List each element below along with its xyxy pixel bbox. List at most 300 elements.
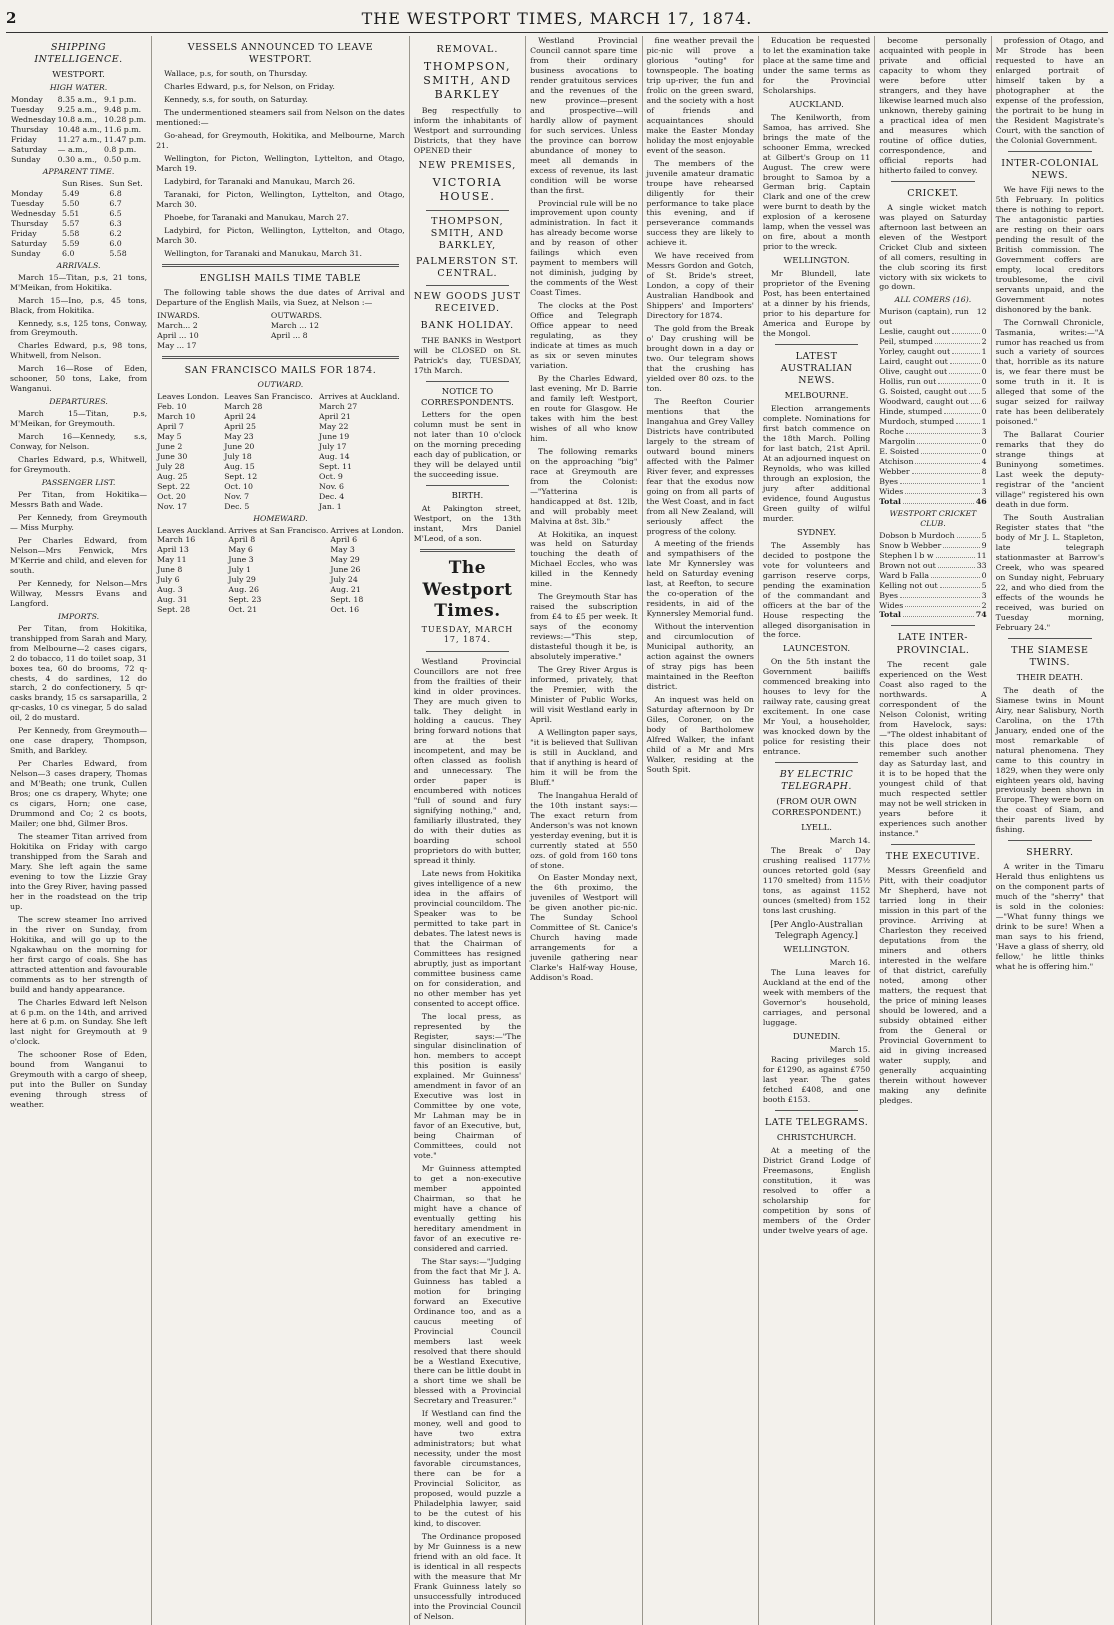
table-cell: Aug. 21 xyxy=(330,585,361,595)
notice-heading: BIRTH. xyxy=(451,491,484,502)
table-cell: 6.7 xyxy=(109,198,122,208)
table-caption: HIGH WATER. xyxy=(49,83,108,93)
page-columns xyxy=(6,36,1108,1621)
list-caption: IMPORTS. xyxy=(57,611,100,621)
table-cell: 11.27 a.m., xyxy=(57,135,102,145)
news-paragraph: By the Charles Edward, last evening, Mr D. Barrie and family left Westport, en route for Glasgow. He takes with him the best wishes of all who know him. xyxy=(530,373,638,443)
sf-homeward-table xyxy=(156,526,405,616)
divider xyxy=(426,485,509,486)
batsman-name: Peil, stumped xyxy=(879,337,933,347)
sf-homeward-row xyxy=(156,535,405,545)
table-cell: Leaves San Francisco. xyxy=(224,391,313,401)
page-number: 2 xyxy=(6,9,17,27)
table-cell: July 29 xyxy=(228,575,256,585)
batsman-name: Yorley, caught out xyxy=(879,347,951,357)
article-text: Education be requested to let the examination take place at the same time and under the same terms as for the Provincial Scholarships. xyxy=(762,36,871,95)
runs: 2 xyxy=(981,337,987,347)
general-news-body xyxy=(647,36,754,775)
section-heading: VESSELS ANNOUNCED TO LEAVE WESTPORT. xyxy=(187,42,374,66)
dot-leader xyxy=(903,497,974,504)
place-heading: MELBOURNE. xyxy=(784,391,849,402)
batsman-name: Webber xyxy=(879,466,910,476)
mail-row xyxy=(156,341,405,351)
table-cell: Aug. 15 xyxy=(224,461,255,471)
score-card-club xyxy=(879,531,986,621)
table-cell: 0.50 p.m. xyxy=(103,154,142,164)
batsman-name: Byes xyxy=(879,476,898,486)
table-cell xyxy=(270,341,405,351)
score-row xyxy=(879,591,986,601)
article-text: The Assembly has decided to postpone the vote for volunteers and garrison reserve corps, pending the examination of the commandant and officers at the bar of the House respecting the alleged disorganisation in the force. xyxy=(762,540,871,640)
table-cell: May ... 17 xyxy=(157,340,197,350)
arrivals-list xyxy=(10,273,147,395)
table-cell: Aug. 26 xyxy=(228,585,259,595)
news-paragraph: The Inangahua Herald of the 10th instant says:—The exact return from Anderson's was not known yesterday evening, but it is currently stated at 550 ozs. of gold from 160 tons of stone. xyxy=(530,790,638,870)
place-heading: WELLINGTON. xyxy=(783,945,850,956)
apparent-time-row xyxy=(10,189,147,199)
running-head: THE WESTPORT TIMES, MARCH 17, 1874. xyxy=(361,8,753,28)
runs: 0 xyxy=(981,570,987,580)
english-mails-table xyxy=(156,311,405,351)
apparent-time-row xyxy=(10,199,147,209)
table-cell: July 1 xyxy=(228,565,251,575)
table-cell: Friday xyxy=(11,228,37,238)
divider xyxy=(775,344,858,345)
dot-leader xyxy=(935,337,980,344)
vessel-entry: The undermentioned steamers sail from Nelson on the dates mentioned:— xyxy=(156,108,405,128)
editorial-paragraph: Mr Guinness attempted to get a non-executive member appointed Chairman, so that he might have a chance of eventually getting his hereditary amendment in favor of an executive re-considered and carried. xyxy=(413,1164,522,1253)
runs: 5 xyxy=(981,387,987,397)
table-cell: Sept. 12 xyxy=(224,471,258,481)
section-heading: LATE INTER-PROVINCIAL. xyxy=(896,632,970,656)
dateline: TUESDAY, MARCH 17, 1874. xyxy=(421,625,514,645)
runs: 11 xyxy=(976,550,987,560)
score-row xyxy=(879,377,986,387)
column-local-news xyxy=(526,36,642,1625)
table-cell: May 23 xyxy=(224,431,254,441)
table-cell: Dec. 5 xyxy=(224,501,250,511)
table-cell: 6.0 xyxy=(109,238,122,248)
batsman-name: Snow b Webber xyxy=(879,540,942,550)
dot-leader xyxy=(921,447,979,454)
divider xyxy=(1008,840,1092,841)
list-caption: DEPARTURES. xyxy=(49,397,108,407)
table-cell: May 29 xyxy=(330,555,360,565)
sf-outward-row xyxy=(156,452,405,462)
ad-line: NEW PREMISES, xyxy=(418,160,517,172)
notice-body: At Pakington street, Westport, on the 13th instant, Mrs Daniel M'Leod, of a son. xyxy=(413,504,522,543)
import-entry: Per Charles Edward, from Nelson—3 cases drapery, Thomas and M'Beath; one trunk, Cullen Bros; one cs drapery, Whyte; one cs cigars, Horn; one case, Drummond and Co; 2 cs boots, Mailer; one bhd, Gilmer Bros. xyxy=(10,759,148,829)
sf-homeward-row xyxy=(156,545,405,555)
news-paragraph: The Greymouth Star has raised the subscription from £4 to £5 per week. It says of the economy reviews:—"This step, distasteful though it be, is absolutely imperative." xyxy=(530,592,638,662)
news-paragraph: We have Fiji news to the 5th February. In politics there is nothing to report. The antagonistic parties are resting on their oars pending the result of the British commission. The Government coffers are empty, local creditors troublesome, the civil servants unpaid, and the Government notes dishonored by the bank. xyxy=(995,184,1104,314)
table-header-row xyxy=(10,179,147,189)
table-cell: April 21 xyxy=(319,411,351,421)
runs: 1 xyxy=(981,417,987,427)
divider xyxy=(420,549,515,552)
score-row xyxy=(879,457,986,467)
table-cell: Nov. 6 xyxy=(319,481,344,491)
place-heading: LYELL. xyxy=(801,823,833,834)
table-cell: Saturday xyxy=(11,238,47,248)
score-card-all-comers xyxy=(879,307,986,506)
dateline: March 14. xyxy=(829,835,871,845)
table-cell: Feb. 10 xyxy=(157,401,187,411)
divider xyxy=(891,844,974,845)
table-cell: Oct. 16 xyxy=(330,605,360,615)
table-cell: Oct. 21 xyxy=(228,605,258,615)
high-water-row xyxy=(10,105,147,115)
table-cell: Nov. 17 xyxy=(157,501,187,511)
news-paragraph: The clocks at the Post Office and Telegraph Office appear to need regulating, as they indicate at times as much as six or seven minutes variation. xyxy=(530,301,638,370)
editorial-paragraph: Late news from Hokitika gives intelligence of a new idea in the affairs of provincial councildom. The Speaker was to be permitted to take part in debates. The latest news is that the Chairman of Committees has resigned abruptly, just as important committee business came on for consideration, and no other member has yet consented to accept office. xyxy=(413,869,522,1008)
article-text: A single wicket match was played on Saturday afternoon last between an eleven of the Westport Cricket Club and sixteen of all comers, resulting in the club scoring its first victory with six wickets to go down. xyxy=(879,202,987,292)
departure-entry: March 16—Kennedy, s.s, Conway, for Nelson. xyxy=(10,432,148,452)
dateline: March 15. xyxy=(829,1044,871,1054)
table-cell: — a.m., xyxy=(57,145,88,154)
table-cell: Jan. 1 xyxy=(319,501,342,511)
total-label: Total xyxy=(879,496,901,506)
editorial-paragraph: The Ordinance proposed by Mr Guinness is a new friend with an old face. It is identical in all respects with the measure that Mr Frank Guinness lately so unsuccessfully introduced into the Provincial Council of Nelson. xyxy=(413,1531,522,1621)
dot-leader xyxy=(957,531,980,538)
apparent-time-table xyxy=(10,179,147,259)
table-cell: 6.3 xyxy=(109,218,122,228)
dot-leader xyxy=(906,427,980,434)
dot-leader xyxy=(943,541,979,548)
runs: 0 xyxy=(981,327,987,337)
score-row xyxy=(879,407,986,417)
article-text: Racing privileges sold for £1290, as against £750 last year. The gates fetched £408, and one booth £153. xyxy=(762,1054,871,1104)
table-cell: July 17 xyxy=(319,441,347,451)
article-text: On the 5th instant the Government bailiffs commenced breaking into houses to levy for the railway rate, causing great excitement. In one case Mr Youl, a householder, was knocked down by the police for resisting their entrance. xyxy=(762,657,871,757)
agency-note: [Per Anglo-Australian Telegraph Agency.] xyxy=(770,919,863,941)
editorial-body xyxy=(414,657,521,1622)
batsman-name: Byes xyxy=(879,590,898,600)
dot-leader xyxy=(903,610,974,617)
article-text: The Break o' Day crushing realised 1177½ ounces retorted gold (say 1170 smelted) from 115½ tons, as against 1152 ounces (smelted) from 152 tons last crushing. xyxy=(762,845,871,915)
batsman-name: Dobson b Murdoch xyxy=(879,530,955,540)
news-paragraph: A Wellington paper says, "it is believed that Sullivan is still in Auckland, and that if anything is heard of him it will be from the Bluff." xyxy=(530,727,638,787)
apparent-time-row xyxy=(10,219,147,229)
section-subheading: THEIR DEATH. xyxy=(1016,672,1083,683)
list-caption: PASSENGER LIST. xyxy=(41,478,116,488)
news-paragraph: The Cornwall Chronicle, Tasmania, writes:—"A rumor has reached us from such a variety of sources that, horrible as its nature is, we fear there must be some truth in it. It is alleged that some of the sugar seized for railway rate has been deliberately poisoned." xyxy=(995,317,1104,427)
section-heading: THE EXECUTIVE. xyxy=(885,851,981,863)
section-heading: LATEST AUSTRALIAN NEWS. xyxy=(780,350,853,387)
table-cell: Arrives at London. xyxy=(330,525,404,535)
table-header-row xyxy=(156,392,405,402)
arrival-entry: March 16—Rose of Eden, schooner, 50 tons, Lake, from Wanganui. xyxy=(10,364,148,394)
ad-heading: BANK HOLIDAY. xyxy=(420,319,515,331)
dot-leader xyxy=(936,551,975,558)
table-cell: Leaves Auckland. xyxy=(157,525,227,535)
table-cell: March 28 xyxy=(224,401,263,411)
vessel-entry: Wellington, for Picton, Wellington, Lyttelton, and Otago, March 19. xyxy=(156,154,405,174)
news-paragraph: The Grey River Argus is informed, privately, that the Premier, with the Minister of Public Works, will visit Westland early in April. xyxy=(530,665,638,724)
table-cell: Oct. 20 xyxy=(157,491,186,501)
runs: 5 xyxy=(981,530,987,540)
high-water-row xyxy=(10,135,147,145)
sf-outward-row xyxy=(156,422,405,432)
dot-leader xyxy=(917,437,979,444)
table-cell: March ... 12 xyxy=(270,320,319,330)
high-water-row xyxy=(10,145,147,155)
divider xyxy=(162,264,399,267)
vessel-entry: Kennedy, s.s, for south, on Saturday. xyxy=(164,95,308,105)
table-cell: 10.48 a.m., xyxy=(57,125,102,135)
score-row xyxy=(879,397,986,407)
table-cell: June 8 xyxy=(157,565,183,575)
table-cell: July 28 xyxy=(157,461,185,471)
import-entry: Per Kennedy, from Greymouth—one case drapery, Thompson, Smith, and Barkley. xyxy=(10,726,148,756)
runs: 3 xyxy=(981,427,987,437)
article-text: The Kenilworth, from Samoa, has arrived. She brings the mate of the schooner Emma, wrecked at Gilbert's Group on 11 August. The crew were brought to Samoa by a German brig. Captain Clark and one of the crew were burnt to death by the explosion of a kerosene lamp, when the vessel was on fire, about a month prior to the wreck. xyxy=(762,112,871,252)
vessels-list xyxy=(156,69,405,259)
high-water-row xyxy=(10,125,147,135)
dot-leader xyxy=(938,561,975,568)
imports-list xyxy=(10,624,147,829)
table-cell: July 24 xyxy=(330,575,358,585)
table-cell: Sept. 23 xyxy=(228,595,262,605)
section-heading: SHERRY. xyxy=(1026,847,1074,859)
dot-leader xyxy=(952,347,980,354)
table-cell: Sept. 22 xyxy=(157,481,191,491)
table-cell: March... 2 xyxy=(157,320,198,330)
score-row xyxy=(879,531,986,541)
score-row xyxy=(879,357,986,367)
table-cell: June 3 xyxy=(228,555,254,565)
sf-homeward-row xyxy=(156,565,405,575)
dot-leader xyxy=(969,387,980,394)
divider xyxy=(1008,638,1092,639)
departures-list xyxy=(10,409,147,475)
section-heading: THE SIAMESE TWINS. xyxy=(1011,644,1089,668)
place-heading: AUCKLAND. xyxy=(789,99,844,110)
batsman-name: Kelling not out xyxy=(879,580,938,590)
intercolonial-body xyxy=(996,185,1104,633)
divider xyxy=(1008,151,1092,152)
arrival-entry: Kennedy, s.s, 125 tons, Conway, from Greymouth. xyxy=(10,318,148,338)
runs: 6 xyxy=(981,397,987,407)
divider xyxy=(426,210,509,211)
table-cell: OUTWARDS. xyxy=(270,310,323,320)
team-heading: WESTPORT CRICKET CLUB. xyxy=(889,508,977,528)
arrival-entry: March 15—Ino, p.s, 45 tons, Black, from Hokitika. xyxy=(10,295,148,315)
table-cell: Saturday xyxy=(11,145,47,154)
table-cell: June 19 xyxy=(319,431,350,441)
passenger-entry: Per Kennedy, from Greymouth — Miss Murphy. xyxy=(10,512,148,532)
table-cell: Dec. 4 xyxy=(319,491,345,501)
dot-leader xyxy=(950,357,980,364)
column-cricket xyxy=(875,36,991,1625)
column-vessels-mails xyxy=(152,36,410,1625)
sf-homeward-row xyxy=(156,585,405,595)
runs: 9 xyxy=(981,540,987,550)
sf-outward-row xyxy=(156,412,405,422)
dot-leader xyxy=(912,467,980,474)
news-paragraph: The Reefton Courier mentions that the Inangahua and Grey Valley Districts have contributed largely to the stream of outward bound miners affected with the Palmer River fever, and expresses fear that the exodus now going on from all parts of the West Coast, and in fact from all New Zealand, will seriously affect the progress of the colony. xyxy=(646,396,754,536)
score-row xyxy=(879,327,986,337)
table-cell: Arrives at San Francisco. xyxy=(228,525,329,535)
news-paragraph: Westland Provincial Council cannot spare time from their ordinary business avocations to render gratuitous services and the revenues of the new province—present and prospective—will hardly allow of payment for such services. Unless the province can borrow abundance of money to meet all demands in excess of revenue, its last condition will be worse than the first. xyxy=(530,36,638,195)
score-row xyxy=(879,487,986,497)
table-cell xyxy=(10,179,61,189)
batsman-name: Ward b Falla xyxy=(879,570,930,580)
score-row xyxy=(879,437,986,447)
score-row xyxy=(879,367,986,377)
table-cell: April 6 xyxy=(330,535,358,545)
divider xyxy=(162,356,399,359)
table-cell: June 2 xyxy=(157,441,183,451)
port-heading: WESTPORT. xyxy=(52,70,105,81)
article-text: The Luna leaves for Auckland at the end of the week with members of the Governor's household, carriages, and personal luggage. xyxy=(762,968,871,1028)
vessel-entry: Taranaki, for Picton, Wellington, Lyttelton, and Otago, March 30. xyxy=(156,190,405,209)
batsman-name: Hinde, stumped xyxy=(879,407,943,417)
article-text: profession of Otago, and Mr Strode has been requested to have an enlarged portrait of himself taken by a photographer at the expense of the profession, the portrait to be hung in the Resident Magistrate's Court, with the sanction of the Colonial Government. xyxy=(995,36,1104,145)
team-heading: ALL COMERS (16). xyxy=(894,295,972,305)
table-cell: May 11 xyxy=(157,555,187,565)
table-cell: Aug. 3 xyxy=(157,585,183,595)
article-text: A writer in the Timaru Herald thus enlightens us on the component parts of much of the "sherry" that is sold in the colonies:—"What funny things we drink to be sure! When a man says to his friend, 'Have a glass of sherry, old fellow,' he little thinks what he is offering him." xyxy=(995,862,1104,972)
mail-row xyxy=(156,321,405,331)
dot-leader xyxy=(944,407,979,414)
table-cell: 5.57 xyxy=(62,218,80,228)
vessel-entry: Ladybird, for Taranaki and Manukau, March 26. xyxy=(164,177,356,187)
table-cell: April 7 xyxy=(157,421,184,431)
score-row xyxy=(879,447,986,457)
sf-homeward-row xyxy=(156,555,405,565)
sf-outward-row xyxy=(156,472,405,482)
table-cell: 8.35 a.m., xyxy=(57,95,97,105)
ad-body: Beg respectfully to inform the inhabitants of Westport and surrounding Districts, that they have OPENED their xyxy=(413,106,522,156)
high-water-table xyxy=(10,95,147,165)
table-cell: Friday xyxy=(11,135,37,145)
vessel-entry: Charles Edward, p.s, for Nelson, on Friday. xyxy=(164,82,335,92)
sf-outward-row xyxy=(156,502,405,512)
sf-outward-row xyxy=(156,402,405,412)
dot-leader xyxy=(915,457,979,464)
table-cell: Oct. 10 xyxy=(224,481,253,491)
table-cell: May 22 xyxy=(319,421,349,431)
table-cell: Monday xyxy=(11,95,43,105)
notice-heading: NOTICE TO CORRESPONDENTS. xyxy=(421,386,514,408)
dot-leader xyxy=(956,417,979,424)
apparent-time-row xyxy=(10,229,147,239)
divider xyxy=(775,1110,858,1111)
high-water-row xyxy=(10,95,147,105)
ad-heading: REMOVAL. xyxy=(436,44,499,55)
news-paragraph: The gold from the Break o' Day crushing will be brought down in a day or two. Our telegram shows that the crushing has yielded over 80 ozs. to the ton. xyxy=(646,324,754,393)
place-heading: WELLINGTON. xyxy=(783,256,850,267)
dot-leader xyxy=(931,571,980,578)
table-cell: July 6 xyxy=(157,575,180,585)
batsman-name: Brown not out xyxy=(879,560,936,570)
ad-line: THOMPSON, SMITH, AND BARKLEY, xyxy=(430,215,505,251)
table-cell: Sun Rises. xyxy=(62,178,104,188)
score-row xyxy=(879,551,986,561)
divider xyxy=(426,381,509,382)
dot-leader xyxy=(900,591,980,598)
table-cell: 5.51 xyxy=(62,208,80,218)
table-cell: 5.58 xyxy=(62,228,80,238)
table-cell: Thursday xyxy=(11,125,49,135)
table-cell: 5.50 xyxy=(62,198,80,208)
runs: 12 xyxy=(976,307,987,317)
batsman-name: Margolin xyxy=(879,437,916,446)
table-cell: April 8 xyxy=(228,535,256,545)
table-header-row xyxy=(156,526,405,536)
table-caption: APPARENT TIME. xyxy=(42,166,115,176)
table-cell: 6.2 xyxy=(109,228,122,238)
table-cell: 6.0 xyxy=(62,248,75,258)
departure-entry: March 15—Titan, p.s, M'Meikan, for Greymouth. xyxy=(10,409,148,429)
news-paragraph: The South Australian Register states that "the body of Mr J. L. Stapleton, late telegraph stationmaster at Barrow's Creek, who was speared on Sunday night, February 22, and who died from the effects of the wounds he received, was buried on Tuesday morning, February 24." xyxy=(995,512,1104,632)
table-cell: 5.59 xyxy=(62,238,80,248)
table-cell: 0.30 a.m., xyxy=(57,154,97,164)
passenger-entry: Per Kennedy, for Nelson—Mrs Willway, Messrs Evans and Langford. xyxy=(10,578,148,608)
section-heading: LATE TELEGRAMS. xyxy=(764,1116,869,1128)
table-cell: 6.5 xyxy=(109,208,122,218)
table-cell: 5.58 xyxy=(109,248,127,258)
score-row xyxy=(879,541,986,551)
divider xyxy=(891,625,974,626)
shipping-note: The screw steamer Ino arrived in the river on Sunday, from Hokitika, and will go up to the Ngakawhau on the morning for her first cargo of coals. She has attracted attention and favourable comments as to her strength of build and handy appearance. xyxy=(10,914,148,994)
table-cell: Tuesday xyxy=(11,105,44,115)
divider xyxy=(426,285,509,286)
sf-outward-row xyxy=(156,482,405,492)
runs: 0 xyxy=(981,367,987,377)
runs: 0 xyxy=(981,357,987,367)
runs: 2 xyxy=(981,600,987,610)
section-heading: ENGLISH MAILS TIME TABLE xyxy=(199,272,362,284)
import-entry: Per Titan, from Hokitika, transhipped from Sarah and Mary, from Melbourne—2 cases cigars, 2 do tobacco, 11 do toilet soap, 31 boxes tea, 60 do brooms, 72 q-chests, 4 do sardines, 12 do starch, 2 do confectionery, 5 qr-casks brandy, 15 cs sarsaparilla, 2 qr-casks, 10 cs vinegar, 5 do salad oil, 2 do mustard. xyxy=(10,623,148,723)
sf-homeward-row xyxy=(156,605,405,615)
article-text: Election arrangements complete. Nominations for first batch commence on the 18th March. Polling for last batch, 21st April. At an adjourned inquest on Reynolds, who was killed through an explosion, the jury after additional evidence, found Augustus Green guilty of wilful murder. xyxy=(762,404,871,523)
score-row xyxy=(879,561,986,571)
table-cell: Aug. 14 xyxy=(319,451,350,461)
vessel-entry: Phoebe, for Taranaki and Manukau, March 27. xyxy=(164,212,349,222)
table-cell: Sunday xyxy=(11,154,41,164)
table-cell: 5.49 xyxy=(62,188,80,198)
table-header-row xyxy=(156,311,405,321)
high-water-row xyxy=(10,155,147,165)
score-total xyxy=(879,497,986,507)
table-cell: Leaves London. xyxy=(157,391,220,401)
editorial-paragraph: If Westland can find the money, well and good to have two extra administrators; but what necessity, under the most favorable circumstances, there can be for a Provincial Solicitor, as proposed, would puzzle a Philadelphia lawyer, said to be the cutest of his kind, to discover. xyxy=(413,1409,522,1529)
place-heading: DUNEDIN. xyxy=(792,1032,841,1043)
table-cell: 9.25 a.m., xyxy=(57,105,97,115)
table-cell: Nov. 7 xyxy=(224,491,250,501)
table-cell: April ... 8 xyxy=(270,330,308,340)
sf-outward-row xyxy=(156,442,405,452)
table-cell: April ... 10 xyxy=(157,330,199,340)
news-paragraph: The Ballarat Courier remarks that they do strange things at Buninyong sometimes. Last week the deputy-registrar of the "ancient village" registered his own death in due form. xyxy=(995,430,1104,509)
vessel-entry: Wellington, for Taranaki and Manukau, March 31. xyxy=(164,248,362,258)
divider xyxy=(426,651,509,652)
section-subheading: (FROM OUR OWN CORRESPONDENT.) xyxy=(771,797,862,819)
column-shipping xyxy=(6,36,152,1625)
page-header xyxy=(6,4,1108,33)
article-text: At a meeting of the District Grand Lodge of Freemasons, English constitution, it was resolved to offer a scholarship for competition by sons of members of the Order under twelve years of age. xyxy=(762,1145,871,1235)
score-row xyxy=(879,417,986,427)
runs: 3 xyxy=(981,590,987,600)
news-paragraph: The members of the juvenile amateur dramatic troupe have rehearsed diligently for their performance to take place this evening, and if perseverance commands success they are likely to achieve it. xyxy=(646,158,754,248)
batsman-name: Laird, caught out xyxy=(879,357,948,367)
runs: 8 xyxy=(981,466,987,476)
sf-outward-table xyxy=(156,392,405,512)
dot-leader xyxy=(900,477,980,484)
score-row xyxy=(879,467,986,477)
